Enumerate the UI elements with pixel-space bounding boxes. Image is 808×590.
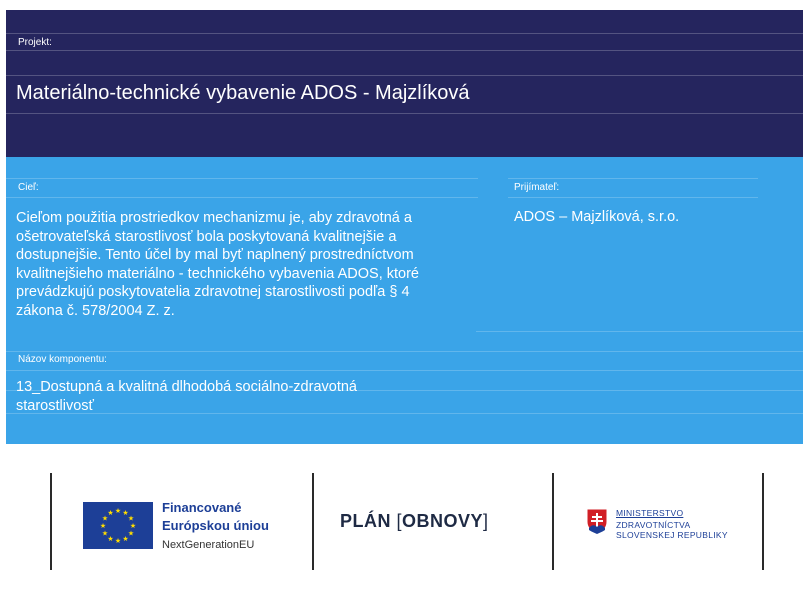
divider [6,197,478,198]
eu-funding-line2: Európskou úniou [162,518,269,533]
recipient-value: ADOS – Majzlíková, s.r.o. [514,209,680,225]
goal-line: prevádzkujú poskytovatelia zdravotnej starostlivosti podľa § 4 [16,284,410,300]
component-line: starostlivosť [16,397,94,414]
eu-star-icon: ★ [107,535,114,543]
footer-divider [312,473,314,570]
eu-star-icon: ★ [122,509,129,517]
divider [6,113,803,114]
eu-star-icon: ★ [122,535,129,543]
goal-label: Cieľ: [18,182,39,193]
component-text [16,378,486,415]
goal-line: ošetrovateľská starostlivosť bola poskytovaná kvalitnejšie a [16,228,397,245]
goal-text [16,209,486,320]
project-title: Materiálno-technické vybavenie ADOS - Majzlíková [16,82,470,104]
goal-line: dostupnejšie. Tento účel by mal byť naplnený prostredníctvom [16,247,414,263]
plan-bracket-close: ] [483,511,489,531]
slovak-coat-of-arms-icon [586,508,608,535]
eu-funding-line3: NextGenerationEU [162,539,255,551]
divider [6,33,803,34]
details-band [6,157,803,444]
divider [6,351,803,352]
eu-star-icon: ★ [101,529,109,538]
eu-star-icon: ★ [127,529,135,538]
goal-line: kvalitnejšieho materiálno - technického vybavenia ADOS, ktoré [16,265,419,282]
footer-divider [552,473,554,570]
ministry-line3: SLOVENSKEJ REPUBLIKY [616,530,728,540]
eu-star-icon: ★ [129,522,137,530]
plan-bracket-open: [ [396,511,403,531]
eu-star-icon: ★ [107,509,114,517]
ministry-line2: ZDRAVOTNÍCTVA [616,520,691,530]
recipient-label: Prijímateľ: [514,182,560,193]
eu-funding-line1: Financované [162,500,242,515]
footer-divider [50,473,52,570]
eu-star-icon: ★ [99,522,107,530]
component-label: Názov komponentu: [18,354,107,365]
divider [6,50,803,51]
plan-obnovy-logo [340,511,489,532]
footer-divider [762,473,764,570]
plan-word: PLÁN [340,511,391,531]
divider [6,178,478,179]
divider [508,178,758,179]
goal-line: zákona č. 578/2004 Z. z. [16,302,175,319]
ministry-line1: MINISTERSTVO [616,508,684,518]
divider [508,197,758,198]
divider [6,75,803,76]
goal-line: Cieľom použitia prostriedkov mechanizmu je, aby zdravotná a [16,210,412,226]
eu-star-icon: ★ [101,514,109,523]
eu-flag-icon [83,502,153,549]
eu-star-icon: ★ [114,507,122,515]
eu-star-icon: ★ [114,537,122,545]
divider [476,331,803,332]
divider [6,370,803,371]
obnovy-word: OBNOVY [402,511,484,531]
project-label: Projekt: [18,37,52,48]
eu-star-icon: ★ [127,514,135,523]
project-band [6,10,803,157]
component-line: 13_Dostupná a kvalitná dlhodobá sociálno-zdravotná [16,379,357,395]
